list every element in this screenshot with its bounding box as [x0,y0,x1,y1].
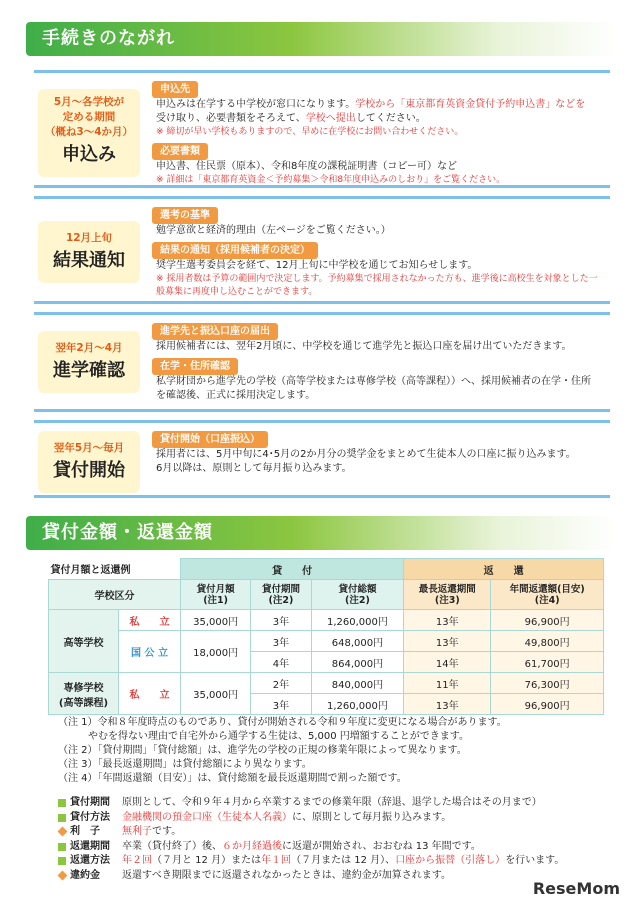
term-row [58,825,624,840]
cell-max-return: 13年 [404,610,491,631]
table-row [49,631,604,652]
col-total [311,580,404,610]
step-period-line: 定める期間 [62,111,116,123]
text-line [156,112,606,126]
text-line: 勉学意欲と経済的理由（左ページをご覧ください。） [156,225,391,236]
table-caption: 貸付月額と返還例 [50,565,131,577]
kind-private: 私 立 [119,610,181,631]
col-monthly [181,580,251,610]
step-content [152,321,606,403]
term-text-part: 口座から振替（引落し） [395,855,506,867]
school-high: 高等学校 [49,610,119,673]
term-label [58,840,122,855]
tag-result-notice: 結果の通知（採用候補者の決定） [152,242,318,259]
header-lend: 貸 付 [181,559,404,580]
step-period-line: 翌年2月～4月 [55,342,123,354]
school-sub: (高等課程) [58,697,109,709]
cell-total: 840,000円 [311,673,404,694]
resemom-logo: ReseMom [532,879,620,898]
note-line: （注 1）令和８年度時点のものであり、貸付が開始される令和９年度に変更になる場合があります。 [58,717,507,728]
tag-required-documents: 必要書類 [152,143,208,160]
square-bullet-icon [58,814,66,822]
cell-period: 3年 [251,694,311,715]
term-row [58,796,624,811]
step-period-line: 翌年5月～毎月 [53,442,125,454]
step-loan-start [34,420,610,498]
cell-period: 2年 [251,673,311,694]
term-label-text: 返還方法 [70,855,110,867]
text-line [156,98,606,112]
note-line: （注 4）「年間返還額（目安）」は、貸付総額を最長返還期間で割った額です。 [58,773,407,784]
header-school-type: 学校区分 [49,580,181,610]
table-row [49,673,604,694]
cell-total: 864,000円 [311,652,404,673]
term-text-part: 原則として、令和９年４月から卒業するまでの修業年限（辞退、退学した場合はその月まで） [122,797,542,808]
cell-annual: 96,900円 [491,610,604,631]
text-line: 奨学生選考委員会を経て、12月上旬に中学校を通じてお知らせします。 [156,260,478,271]
step-period-box [38,221,140,283]
cell-total: 1,260,000円 [311,694,404,715]
col-note: (注4) [534,594,560,606]
term-row [58,854,624,869]
cell-period: 4年 [251,652,311,673]
col-note: (注2) [268,594,294,606]
note-text: ※ 締切が早い学校もありますので、早めに在学校にお問い合わせください。 [156,127,464,137]
term-row [58,840,624,855]
term-text-part: ６か月経過後 [222,840,282,852]
col-label: 年間返還額(目安) [509,583,585,595]
term-text [122,796,624,811]
tag-application-destination: 申込先 [152,81,198,98]
term-text-part: （７月または 12 月）、 [291,855,396,867]
diamond-bullet-icon [58,871,68,881]
step-period-box [38,431,140,493]
step-title: 申込み [62,144,116,165]
col-note: (注1) [203,594,229,606]
diamond-bullet-icon [58,827,68,837]
cell-annual: 76,300円 [491,673,604,694]
term-text [122,825,624,840]
col-annual [491,580,604,610]
kind-private: 私 立 [119,673,181,715]
term-text-part: に返還が開始され、おおむね 13 年間です。 [282,840,481,852]
tag-selection-criteria: 選考の基準 [152,207,218,224]
cell-period: 3年 [251,610,311,631]
term-label-text: 利 子 [70,826,100,838]
text-line: 申込書、住民票（原本）、令和8年度の課税証明書（コピー可）など [156,161,457,172]
term-label [58,811,122,826]
col-label: 貸付期間 [261,583,300,595]
term-label [58,825,122,840]
term-text-part: 卒業（貸付終了）後、 [122,840,222,852]
term-label [58,869,122,884]
square-bullet-icon [58,843,66,851]
text-line: 6月以降は、原則として毎月振り込みます。 [156,463,352,474]
tag-enrollment-address-check: 在学・住所確認 [152,358,238,375]
term-text-part: 年１回 [261,855,292,867]
text-line: を確認後、正式に採用決定します。 [156,390,316,401]
term-text-part: 返還すべき期限までに返還されなかったときは、違約金が加算されます。 [122,869,451,881]
term-text-part: です。 [152,826,182,838]
term-text-part: 金融機関の預金口座（生徒本人名義） [122,811,292,823]
square-bullet-icon [58,857,66,865]
term-label-text: 返還期間 [70,840,110,852]
tag-loan-start: 貸付開始（口座振込） [152,431,268,448]
kind-public: 国 公 立 [119,631,181,673]
step-enrollment-check [34,312,610,412]
col-label: 最長返還期間 [418,583,476,595]
cell-monthly: 18,000円 [181,631,251,673]
section-title-loan-amount: 貸付金額・返還金額 [26,516,616,550]
term-text [122,854,624,869]
col-note: (注2) [345,594,370,606]
cell-period: 3年 [251,631,311,652]
cell-monthly: 35,000円 [181,673,251,715]
school-vocational [49,673,119,715]
table-row [49,610,604,631]
cell-annual: 49,800円 [491,631,604,652]
loan-table [48,558,604,715]
text-part: してください。 [355,113,426,124]
step-period-line: 5月～各学校が [53,96,125,108]
note-line: （注 3）「最長返還期間」は貸付総額により異なります。 [58,759,312,770]
step-content [152,205,606,299]
header-return: 返 還 [404,559,604,580]
cell-total: 648,000円 [311,631,404,652]
school-name: 専修学校 [63,682,104,694]
step-title: 結果通知 [53,250,125,271]
table-notes [58,716,618,786]
col-label: 貸付月額 [196,583,235,595]
col-period [251,580,311,610]
cell-total: 1,260,000円 [311,610,404,631]
section-title-procedure: 手続きのながれ [26,22,616,56]
step-content [152,429,606,476]
col-note: (注3) [434,594,460,606]
cell-max-return: 13年 [404,631,491,652]
term-text-part: を行います。 [505,855,565,867]
step-period-box [38,89,140,177]
text-part: 受け取り、必要書類をそろえて、 [156,113,306,124]
cell-max-return: 13年 [404,694,491,715]
term-label [58,854,122,869]
term-row [58,811,624,826]
note-text: ※ 詳細は「東京都育英資金＜予約募集＞令和8年度申込みのしおり」をご覧ください。 [156,175,506,185]
step-period-box [38,331,140,393]
term-label-text: 違約金 [70,869,100,881]
col-max-return [404,580,491,610]
step-period-line: 12月上旬 [65,232,113,244]
cell-monthly: 35,000円 [181,610,251,631]
term-text-part: 無利子 [122,826,152,838]
term-text-part: 年２回 [122,855,152,867]
cell-max-return: 14年 [404,652,491,673]
term-text [122,840,624,855]
term-text-part: （７月と 12 月）または [152,855,262,867]
term-text [122,811,624,826]
cell-max-return: 11年 [404,673,491,694]
tag-school-account-report: 進学先と振込口座の届出 [152,323,278,340]
term-label-text: 貸付方法 [70,811,110,823]
note-line: やむを得ない理由で自宅外から通学する生徒は、5,000 円増額することができます。 [58,731,470,742]
text-part-red: 学校へ提出 [305,113,356,124]
square-bullet-icon [58,799,66,807]
step-content [152,79,606,187]
step-application [34,70,610,188]
note-line: （注 2）「貸付期間」「貸付総額」は、進学先の学校の正規の修業年限によって異なります。 [58,745,467,756]
term-text-part: に、原則として毎月振り込みます。 [292,811,452,823]
text-line: 私学財団から進学先の学校（高等学校または専修学校（高等課程））へ、採用候補者の在学・住所 [156,376,591,387]
note-text: ※ 採用者数は予算の範囲内で決定します。予約募集で採用されなかった方も、進学後に高校生を対象とした一般募集に再度申し込むことができます。 [156,274,598,297]
cell-annual: 61,700円 [491,652,604,673]
text-line: 採用候補者には、翌年2月頃に、中学校を通じて進学先と振込口座を届け出ていただきます。 [156,341,572,352]
text-part: 申込みは在学する中学校が窓口になります。 [156,99,356,110]
step-title: 進学確認 [53,360,125,381]
cell-annual: 96,900円 [491,694,604,715]
text-part-red: 学校から「東京都育英資金貸付予約申込書」などを [355,99,586,110]
step-title: 貸付開始 [53,460,125,481]
step-period-line: （概ね3～4か月） [44,126,134,138]
col-label: 貸付総額 [338,583,377,595]
term-label-text: 貸付期間 [70,797,110,808]
term-label [58,796,122,811]
step-result-notice [34,196,610,304]
loan-terms [58,796,624,884]
text-line: 採用者には、5月中旬に4･5月の2か月分の奨学金をまとめて生徒本人の口座に振り込みます。 [156,449,576,460]
